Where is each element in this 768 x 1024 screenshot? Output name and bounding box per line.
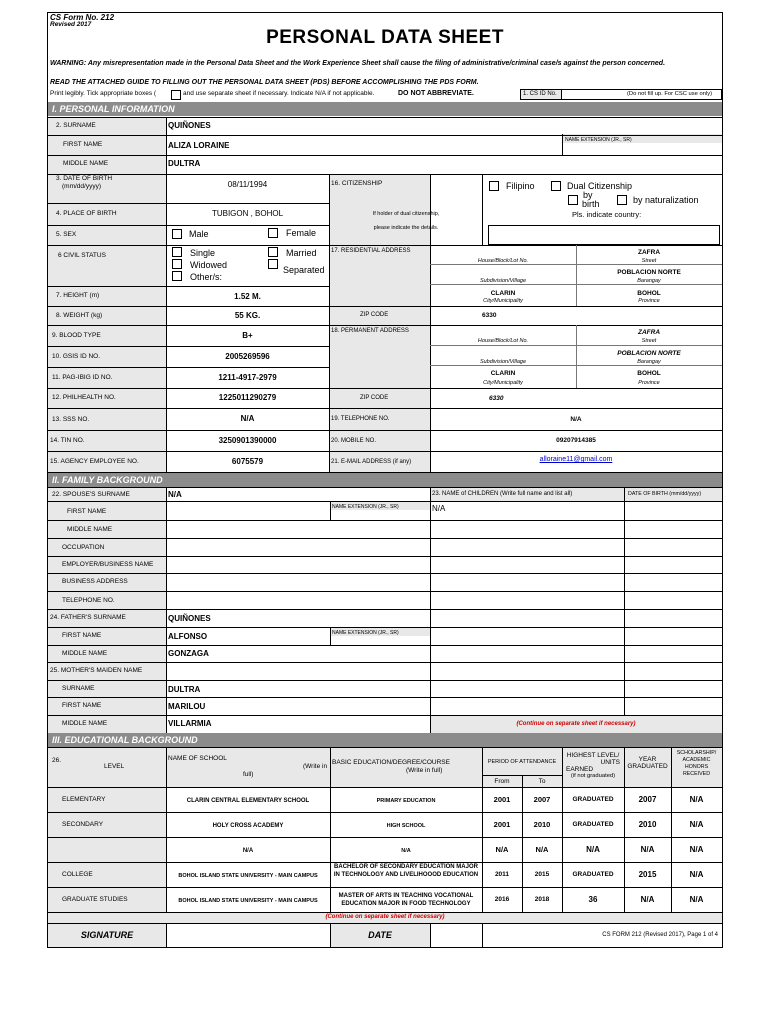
date-field[interactable] xyxy=(430,924,482,947)
civil-single-checkbox[interactable] xyxy=(172,247,182,257)
spouse-surname-label: 22. SPOUSE'S SURNAME xyxy=(52,491,130,498)
res-street-value[interactable]: ZAFRA xyxy=(637,249,661,256)
citizenship-birth-checkbox[interactable] xyxy=(568,195,578,205)
sex-male-checkbox[interactable] xyxy=(172,229,182,239)
edu-row-from[interactable]: 2001 xyxy=(493,795,511,804)
edu-row-units[interactable]: N/A xyxy=(586,845,600,854)
citizenship-naturalization-checkbox[interactable] xyxy=(617,195,627,205)
edu-row-units[interactable]: GRADUATED xyxy=(572,796,614,803)
spouse-surname-value[interactable]: N/A xyxy=(168,490,182,499)
permanent-address-label: 18. PERMANENT ADDRESS xyxy=(331,328,409,334)
edu-row-from[interactable]: N/A xyxy=(495,845,509,854)
weight-value[interactable]: 55 KG. xyxy=(234,311,261,320)
mother-middle-name-label: MIDDLE NAME xyxy=(62,720,108,727)
business-address-label: BUSINESS ADDRESS xyxy=(62,578,128,585)
print-note-b: and use separate sheet if necessary. Indicate N/A if not applicable. xyxy=(183,90,375,97)
edu-row-school[interactable]: CLARIN CENTRAL ELEMENTARY SCHOOL xyxy=(186,798,310,804)
perm-house-sub: House/Block/Lot No. xyxy=(477,338,529,344)
citizenship-country-label: Pls. indicate country: xyxy=(572,210,642,219)
residential-address-label: 17. RESIDENTIAL ADDRESS xyxy=(331,248,411,254)
page-footer-note: CS FORM 212 (Revised 2017), Page 1 of 4 xyxy=(602,932,718,938)
height-label: 7. HEIGHT (m) xyxy=(56,292,100,299)
edu-row-honors[interactable]: N/A xyxy=(689,795,704,804)
tin-value[interactable]: 3250901390000 xyxy=(218,436,277,445)
surname-value[interactable]: QUIÑONES xyxy=(168,121,211,130)
year-graduated-header-a: YEAR xyxy=(638,756,657,763)
edu-row-from[interactable]: 2011 xyxy=(494,871,510,878)
civil-married-checkbox[interactable] xyxy=(268,247,278,257)
citizenship-dual-label: Dual Citizenship xyxy=(567,181,633,191)
course-header-b: (Write in full) xyxy=(406,767,443,774)
section-educational-background: III. EDUCATIONAL BACKGROUND xyxy=(48,733,722,747)
mother-first-name-label: FIRST NAME xyxy=(62,702,102,709)
edu-row-level: ELEMENTARY xyxy=(62,796,106,803)
edu-row-from[interactable]: 2016 xyxy=(494,896,510,903)
school-name-header: NAME OF SCHOOL xyxy=(168,755,227,762)
gsis-label: 10. GSIS ID NO. xyxy=(52,353,101,360)
education-continue-note: (Continue on separate sheet if necessary) xyxy=(325,914,445,920)
citizenship-dual-checkbox[interactable] xyxy=(551,181,561,191)
first-name-value[interactable]: ALIZA LORAINE xyxy=(168,141,230,150)
employer-label: EMPLOYER/BUSINESS NAME xyxy=(62,561,154,568)
warning-text: WARNING: Any misrepresentation made in the Personal Data Sheet and the Work Experience Sheet shall cause the filing of administrative/criminal case/s against the person concerned. xyxy=(50,60,666,67)
cs-id-label: 1. CS ID No. xyxy=(523,91,557,97)
section-family-background: II. FAMILY BACKGROUND xyxy=(48,473,722,487)
mother-surname-label: SURNAME xyxy=(62,685,95,692)
res-barangay-sub: Barangay xyxy=(637,278,661,284)
father-surname-label: 24. FATHER'S SURNAME xyxy=(50,614,126,621)
father-middle-name-value[interactable]: GONZAGA xyxy=(168,649,209,658)
civil-single-label: Single xyxy=(190,248,216,258)
page-title: PERSONAL DATA SHEET xyxy=(266,27,504,48)
perm-street-sub: Street xyxy=(641,338,657,344)
edu-row-school[interactable]: HOLY CROSS ACADEMY xyxy=(212,823,284,829)
res-subdivision-sub: Subdivision/Village xyxy=(479,278,527,284)
honors-header-c: HONORS xyxy=(684,764,709,770)
sex-label: 5. SEX xyxy=(56,231,77,238)
sex-female-checkbox[interactable] xyxy=(268,228,278,238)
edu-row-school[interactable]: N/A xyxy=(242,848,254,854)
citizenship-naturalization-label: by naturalization xyxy=(633,195,699,205)
father-surname-value[interactable]: QUIÑONES xyxy=(168,614,211,623)
civil-widowed-checkbox[interactable] xyxy=(172,259,182,269)
school-name-header-b: (Write in xyxy=(303,763,328,770)
name-extension-label: NAME EXTENSION (JR., SR) xyxy=(565,137,632,143)
height-value[interactable]: 1.52 M. xyxy=(234,292,261,301)
tin-label: 14. TIN NO. xyxy=(50,437,85,444)
signature-field[interactable] xyxy=(166,924,330,947)
edu-row-year[interactable]: 2015 xyxy=(638,870,657,879)
family-continue-note: (Continue on separate sheet if necessary) xyxy=(516,721,636,727)
school-name-header-c: full) xyxy=(243,771,254,778)
res-province-sub: Province xyxy=(638,298,660,304)
form-number: CS Form No. 212 xyxy=(50,13,115,22)
mother-maiden-label: 25. MOTHER'S MAIDEN NAME xyxy=(50,667,143,674)
units-header-d: (if not graduated) xyxy=(570,773,616,779)
occupation-label: OCCUPATION xyxy=(62,544,105,551)
edu-row-honors[interactable]: N/A xyxy=(689,870,704,879)
res-zip-label: ZIP CODE xyxy=(360,312,389,318)
res-city-sub: City/Municipality xyxy=(483,298,523,304)
mother-surname-value[interactable]: DULTRA xyxy=(168,685,201,694)
citizenship-filipino-checkbox[interactable] xyxy=(489,181,499,191)
father-name-ext-label: NAME EXTENSION (JR., SR) xyxy=(332,630,399,636)
edu-row-units[interactable]: 36 xyxy=(588,895,598,904)
telephone-label: 19. TELEPHONE NO. xyxy=(331,416,390,422)
sex-female-label: Female xyxy=(286,228,317,238)
edu-row-school[interactable]: BOHOL ISLAND STATE UNIVERSITY - MAIN CAMPUS xyxy=(178,898,318,904)
edu-row-course[interactable]: PRIMARY EDUCATION xyxy=(376,798,436,804)
citizenship-note-2: please indicate the details. xyxy=(373,225,439,231)
sex-male-label: Male xyxy=(189,229,209,239)
spouse-first-name-label: FIRST NAME xyxy=(67,508,107,515)
perm-city-sub: City/Municipality xyxy=(483,380,523,386)
res-street-sub: Street xyxy=(641,258,657,264)
edu-row-level: GRADUATE STUDIES xyxy=(62,896,128,903)
signature-label: SIGNATURE xyxy=(80,930,134,940)
dob-label: 3. DATE OF BIRTH xyxy=(56,175,113,182)
to-header: To xyxy=(538,778,546,785)
middle-name-value[interactable]: DULTRA xyxy=(168,159,201,168)
units-header-c: EARNED xyxy=(566,766,594,773)
cs-id-note: (Do not fill up. For CSC use only) xyxy=(627,91,713,97)
children-label: 23. NAME of CHILDREN (Write full name and list all) xyxy=(432,491,573,497)
date-label: DATE xyxy=(368,930,392,940)
blood-type-value[interactable]: B+ xyxy=(242,331,253,340)
edu-row-level: SECONDARY xyxy=(62,821,104,828)
philhealth-value[interactable]: 1225011290279 xyxy=(218,393,277,402)
pagibig-label: 11. PAG-IBIG ID NO. xyxy=(52,374,113,381)
civil-others-label: Other/s: xyxy=(190,272,223,282)
edu-row-school[interactable]: BOHOL ISLAND STATE UNIVERSITY - MAIN CAMPUS xyxy=(178,873,318,879)
mobile-label: 20. MOBILE NO. xyxy=(331,438,377,444)
perm-zip-value[interactable]: 6330 xyxy=(489,395,504,402)
edu-row-course[interactable]: BACHELOR OF SECONDARY EDUCATION MAJOR IN TECHNOLOGY AND LIVELIHOOOD EDUCATION xyxy=(333,864,479,878)
perm-barangay-value[interactable]: POBLACION NORTE xyxy=(617,350,681,357)
citizenship-by-label: by xyxy=(583,190,593,200)
edu-row-level: COLLEGE xyxy=(62,871,93,878)
edu-row-units[interactable]: GRADUATED xyxy=(572,821,614,828)
edu-row-from[interactable]: 2001 xyxy=(493,820,511,829)
honors-header-a: SCHOLARSHIP/ xyxy=(676,750,717,756)
do-not-abbreviate: DO NOT ABBREVIATE. xyxy=(398,90,474,97)
blood-type-label: 9. BLOOD TYPE xyxy=(52,332,101,339)
year-graduated-header-b: GRADUATED xyxy=(627,763,668,770)
dob-value[interactable]: 08/11/1994 xyxy=(227,180,268,189)
civil-others-checkbox[interactable] xyxy=(172,271,182,281)
edu-row-honors[interactable]: N/A xyxy=(689,820,704,829)
citizenship-note-1: If holder of dual citizenship, xyxy=(372,211,440,217)
pob-value[interactable]: TUBIGON , BOHOL xyxy=(211,209,284,218)
agency-employee-value[interactable]: 6075579 xyxy=(231,457,264,466)
units-header-b: UNITS xyxy=(600,759,620,766)
perm-city-value[interactable]: CLARIN xyxy=(490,370,516,377)
period-header: PERIOD OF ATTENDANCE xyxy=(487,759,557,765)
edu-row-units[interactable]: GRADUATED xyxy=(572,871,614,878)
mother-first-name-value[interactable]: MARILOU xyxy=(168,702,206,711)
first-name-label: FIRST NAME xyxy=(63,141,103,148)
civil-married-label: Married xyxy=(286,248,317,258)
father-first-name-value[interactable]: ALFONSO xyxy=(168,632,208,641)
spouse-middle-name-label: MIDDLE NAME xyxy=(67,526,113,533)
print-note-a: Print legibly. Tick appropriate boxes ( xyxy=(50,90,157,97)
citizenship-filipino-label: Filipino xyxy=(506,181,535,191)
civil-status-label: 6 CIVIL STATUS xyxy=(58,252,106,259)
citizenship-birth-label: birth xyxy=(582,199,600,209)
email-link[interactable]: alloraine11@gmail.com xyxy=(539,456,613,463)
pob-label: 4. PLACE OF BIRTH xyxy=(56,210,117,217)
civil-widowed-label: Widowed xyxy=(190,260,228,270)
edu-row-honors[interactable]: N/A xyxy=(689,845,704,854)
edu-row-year[interactable]: N/A xyxy=(640,895,655,904)
guide-text: READ THE ATTACHED GUIDE TO FILLING OUT THE PERSONAL DATA SHEET (PDS) BEFORE ACCOMPLISHING THE PDS FORM. xyxy=(50,79,479,86)
mobile-value[interactable]: 09207914385 xyxy=(556,437,596,444)
edu-row-course[interactable]: MASTER OF ARTS IN TEACHING VOCATIONAL EDUCATION MAJOR IN FOOD TECHNOLOGY xyxy=(338,893,474,907)
sss-value[interactable]: N/A xyxy=(240,414,255,423)
res-province-value[interactable]: BOHOL xyxy=(637,290,661,297)
dual-citizenship-country-field[interactable] xyxy=(488,225,720,245)
perm-subdivision-sub: Subdivision/Village xyxy=(479,359,527,365)
pagibig-value[interactable]: 1211-4917-2979 xyxy=(218,373,277,382)
section-personal-info: I. PERSONAL INFORMATION xyxy=(48,102,722,116)
tick-example-checkbox xyxy=(171,90,181,100)
res-zip-value[interactable]: 6330 xyxy=(482,312,497,319)
res-barangay-value[interactable]: POBLACION NORTE xyxy=(617,269,681,276)
perm-province-sub: Province xyxy=(638,380,660,386)
course-header: BASIC EDUCATION/DEGREE/COURSE xyxy=(332,759,450,766)
res-city-value[interactable]: CLARIN xyxy=(490,290,516,297)
gsis-value[interactable]: 2005269596 xyxy=(225,352,270,361)
middle-name-label: MIDDLE NAME xyxy=(63,160,109,167)
res-house-sub: House/Block/Lot No. xyxy=(477,258,529,264)
edu-row-course[interactable]: HIGH SCHOOL xyxy=(386,823,426,829)
mother-middle-name-value[interactable]: VILLARMIA xyxy=(168,719,212,728)
education-level-column xyxy=(48,787,166,912)
philhealth-label: 12. PHILHEALTH NO. xyxy=(52,394,116,401)
weight-label: 8. WEIGHT (kg) xyxy=(56,312,103,319)
dob-format: (mm/dd/yyyy) xyxy=(62,183,101,190)
children-dob-label: DATE OF BIRTH (mm/dd/yyyy) xyxy=(628,491,702,497)
spouse-name-ext-label: NAME EXTENSION (JR., SR) xyxy=(332,504,399,510)
civil-separated-checkbox[interactable] xyxy=(268,259,278,269)
edu-row-course[interactable]: N/A xyxy=(401,848,411,854)
sss-label: 13. SSS NO. xyxy=(52,416,90,423)
edu-row-to[interactable]: 2018 xyxy=(534,896,550,903)
perm-barangay-sub: Barangay xyxy=(637,359,661,365)
honors-header-b: ACADEMIC xyxy=(682,757,711,763)
form-revised: Revised 2017 xyxy=(50,21,92,28)
children-first-value[interactable]: N/A xyxy=(432,504,446,513)
edu-row-to[interactable]: 2015 xyxy=(534,871,550,878)
edu-row-to[interactable]: N/A xyxy=(535,845,549,854)
edu-row-to[interactable]: 2010 xyxy=(533,820,551,829)
perm-province-value[interactable]: BOHOL xyxy=(637,370,661,377)
email-label: 21. E-MAIL ADDRESS (if any) xyxy=(331,459,412,465)
perm-street-value[interactable]: ZAFRA xyxy=(637,329,661,336)
units-header-a: HIGHEST LEVEL/ xyxy=(566,752,620,759)
father-middle-name-label: MIDDLE NAME xyxy=(62,650,108,657)
father-first-name-label: FIRST NAME xyxy=(62,632,102,639)
edu-row-honors[interactable]: N/A xyxy=(689,895,704,904)
label-column-2 xyxy=(329,174,430,472)
telephone-value[interactable]: N/A xyxy=(570,416,582,423)
surname-label: 2. SURNAME xyxy=(56,122,96,129)
education-level-header: LEVEL xyxy=(104,763,125,770)
education-number-label: 26. xyxy=(52,757,62,764)
honors-header-d: RECEIVED xyxy=(682,771,711,777)
spouse-telephone-label: TELEPHONE NO. xyxy=(62,597,115,604)
citizenship-label: 16. CITIZENSHIP xyxy=(331,180,383,187)
edu-row-year[interactable]: 2007 xyxy=(638,795,657,804)
edu-row-year[interactable]: 2010 xyxy=(638,820,657,829)
civil-separated-label: Separated xyxy=(283,265,325,275)
agency-employee-label: 15. AGENCY EMPLOYEE NO. xyxy=(50,458,139,465)
edu-row-to[interactable]: 2007 xyxy=(533,795,551,804)
perm-zip-label: ZIP CODE xyxy=(360,395,389,401)
edu-row-year[interactable]: N/A xyxy=(640,845,655,854)
from-header: From xyxy=(494,778,510,785)
